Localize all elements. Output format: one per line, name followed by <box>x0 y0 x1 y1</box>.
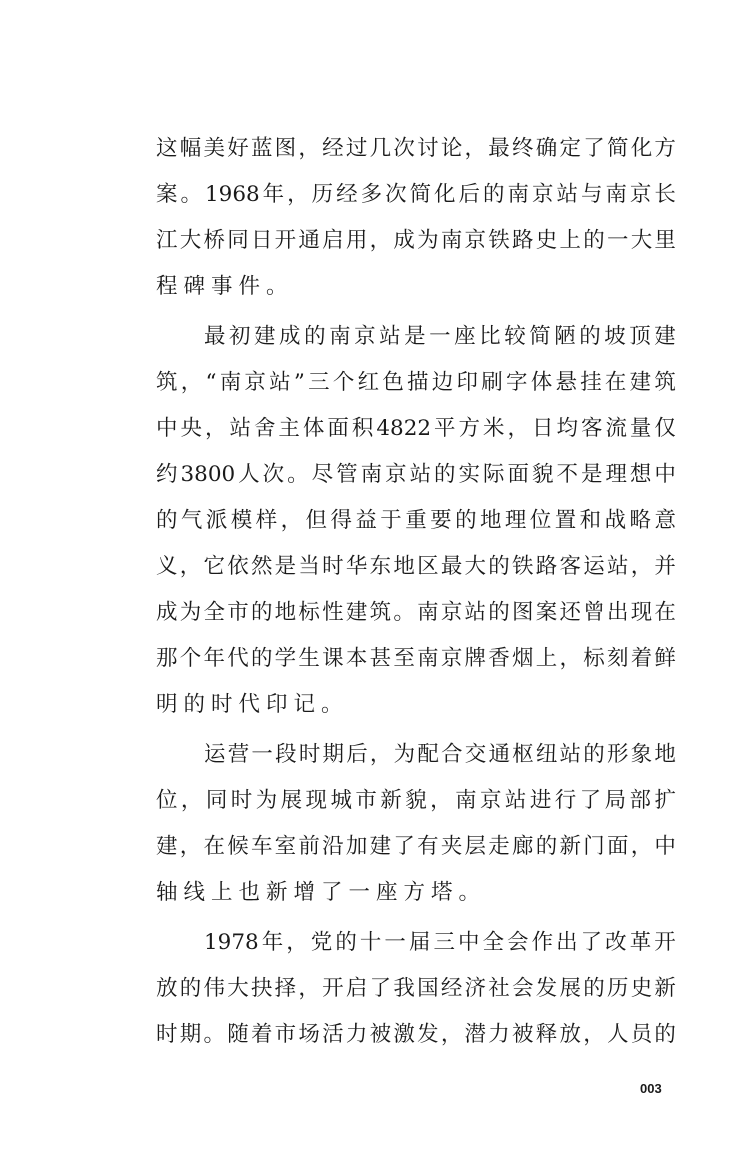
text-line: 江 大 桥 同 日 开 通 启 用 ， 成 为 南 京 铁 路 史 上 的 一 大 里 <box>156 228 676 253</box>
text-line: 程碑事件。 <box>156 274 294 299</box>
text-line: 1978 年 ， 党 的 十 一 届 三 中 全 会 作 出 了 改 革 开 <box>204 930 676 955</box>
text-line: 的 气 派 模 样 ， 但 得 益 于 重 要 的 地 理 位 置 和 战 略 意 <box>156 508 676 533</box>
text-line: 那 个 年 代 的 学 生 课 本 甚 至 南 京 牌 香 烟 上 ， 标 刻 着 鲜 <box>156 646 676 671</box>
paragraph-2 <box>156 314 676 728</box>
paragraph-1 <box>156 126 676 310</box>
body-text <box>156 126 676 1058</box>
text-line: 成 为 全 市 的 地 标 性 建 筑 。 南 京 站 的 图 案 还 曾 出 现 在 <box>156 600 676 625</box>
paragraph-4 <box>156 920 676 1058</box>
text-line: 中 央 ， 站 舍 主 体 面 积 4822 平 方 米 ， 日 均 客 流 量 仅 <box>156 416 676 441</box>
text-line: 放 的 伟 大 抉 择 ， 开 启 了 我 国 经 济 社 会 发 展 的 历 史 新 <box>156 976 676 1001</box>
text-line: 轴线上也新增了一座方塔。 <box>156 880 487 905</box>
text-line: 义 ， 它 依 然 是 当 时 华 东 地 区 最 大 的 铁 路 客 运 站 ， 并 <box>156 554 676 579</box>
text-line: 时 期 。 随 着 市 场 活 力 被 激 发 ， 潜 力 被 释 放 ， 人 员 的 <box>156 1022 676 1047</box>
text-line: 位 ， 同 时 为 展 现 城 市 新 貌 ， 南 京 站 进 行 了 局 部 扩 <box>156 788 676 813</box>
text-line: 建 ， 在 候 车 室 前 沿 加 建 了 有 夹 层 走 廊 的 新 门 面 ， 中 <box>156 834 676 859</box>
page-number: 003 <box>640 1081 662 1096</box>
text-line: 筑 ， “ 南 京 站 ” 三 个 红 色 描 边 印 刷 字 体 悬 挂 在 建 筑 <box>156 370 676 395</box>
text-line: 最 初 建 成 的 南 京 站 是 一 座 比 较 简 陋 的 坡 顶 建 <box>204 324 676 349</box>
text-line: 明的时代印记。 <box>156 692 349 717</box>
paragraph-3 <box>156 732 676 916</box>
text-line: 这 幅 美 好 蓝 图 ， 经 过 几 次 讨 论 ， 最 终 确 定 了 简 化 方 <box>156 136 676 161</box>
text-line: 案 。 1968 年 ， 历 经 多 次 简 化 后 的 南 京 站 与 南 京 长 <box>156 182 676 207</box>
text-line: 运 营 一 段 时 期 后 ， 为 配 合 交 通 枢 纽 站 的 形 象 地 <box>204 742 676 767</box>
text-line: 约 3800 人 次 。 尽 管 南 京 站 的 实 际 面 貌 不 是 理 想 中 <box>156 462 676 487</box>
